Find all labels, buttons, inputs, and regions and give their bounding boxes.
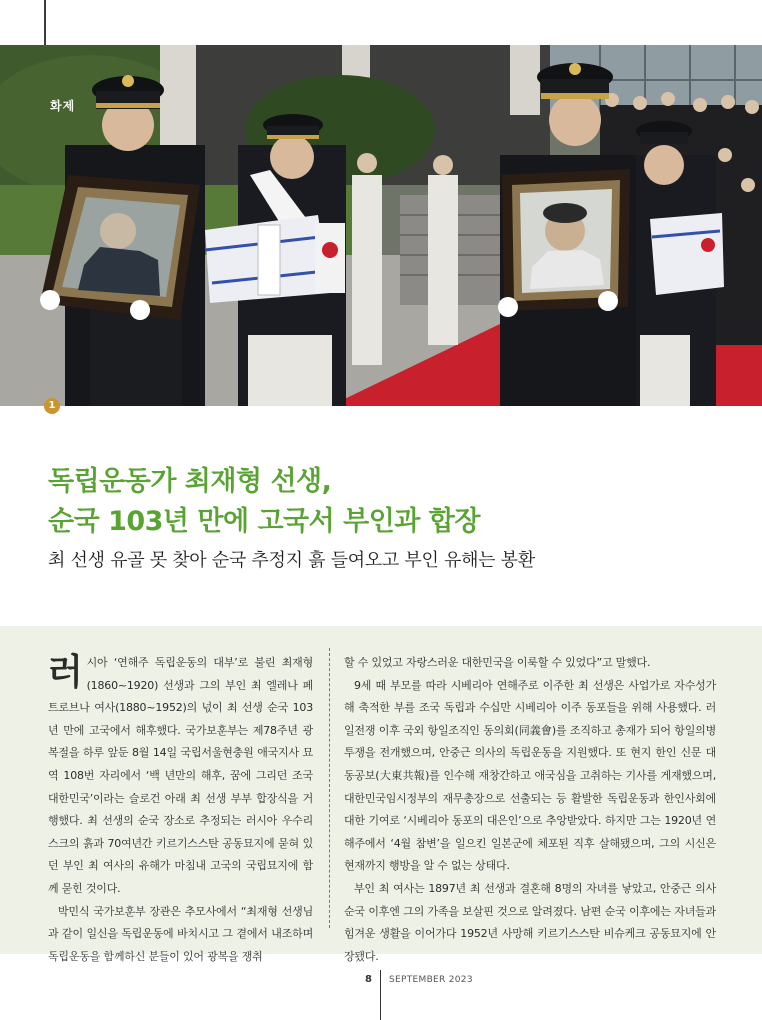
- article-column-right: [344, 652, 716, 968]
- ceremony-photo: [0, 45, 762, 406]
- page-footer: [0, 974, 762, 994]
- drop-cap: 러: [48, 651, 83, 693]
- article-paragraph: [48, 652, 313, 901]
- headline-line-1: 독립운동가 최재형 선생,: [48, 466, 332, 497]
- page-number: 8: [365, 974, 372, 985]
- subheadline: 최 선생 유골 못 찾아 순국 추정지 흙 들여오고 부인 유해는 봉환: [48, 550, 535, 571]
- article-paragraph: 부인 최 여사는 1897년 최 선생과 결혼해 8명의 자녀를 낳았고, 안중근 의사 순국 이후엔 그의 가족을 보살핀 것으로 알려졌다. 남편 순국 이후에는 자녀들과 힘겨운 생활을 이어가다 1952년 사망해 키르기스스탄 비슈케크 공동묘지에 안장됐다.: [344, 881, 716, 963]
- article-paragraph: 9세 때 부모를 따라 시베리아 연해주로 이주한 최 선생은 사업가로 자수성가해 축적한 부를 조국 독립과 수십만 시베리아 이주 동포들을 위해 사용했다. 러일전쟁 이후 국외 항일조직인 동의회(同義會)를 조직하고 총재가 되어 항일의병투쟁을 전개했으며, 안중근 의사의 독립운동을 지원했다. 또 현지 한인 신문 대동공보(大東共報)를 인수해 재창간하고 애국심을 고취하는 기사를 게재했으며, 대한민국임시정부의 재무총장으로 선출되는 등 활발한 독립운동과 한인사회에 대한 기여로 ‘시베리아 동포의 대은인’으로 추앙받았다. 하지만 그는 1920년 연해주에서 ‘4월 참변’을 일으킨 일본군에 체포된 직후 살해됐으며, 그의 시신은 현재까지 행방을 알 수 없는 상태다.: [344, 678, 716, 873]
- headline-line-2: 순국 103년 만에 고국서 부인과 합장: [48, 506, 480, 537]
- top-rule: [44, 0, 46, 46]
- headline: [48, 462, 728, 542]
- issue-date: SEPTEMBER 2023: [389, 975, 473, 985]
- column-divider: [329, 648, 330, 928]
- section-label: 화제: [50, 99, 76, 113]
- article-paragraph: 할 수 있었고 자랑스러운 대한민국을 이룩할 수 있었다”고 말했다.: [344, 656, 651, 669]
- article-paragraph-text: 시아 ‘연해주 독립운동의 대부’로 불린 최재형(1860~1920) 선생과 그의 부인 최 엘레나 페트로브나 여사(1880~1952)의 넋이 최 선생 순국 103년 만에 고국에서 해후했다. 국가보훈부는 제78주년 광복절을 하루 앞둔 8월 14일 국립서울현충원 애국지사 묘역 108번 자리에서 ‘백 년만의 해후, 꿈에 그리던 조국 대한민국’이라는 슬로건 아래 최 선생 부부 합장식을 거행했다. 최 선생의 순국 장소로 추정되는 러시아 우수리스크의 흙과 70여년간 키르기스스탄 공동묘지에 묻혀 있던 부인 최 여사의 유해가 마침내 고국의 국립묘지에 함께 묻힌 것이다.: [48, 656, 313, 895]
- honor-guard-box-right: [636, 121, 724, 406]
- article-paragraph: 박민식 국가보훈부 장관은 추모사에서 “최재형 선생님과 같이 일신을 독립운동에 바치시고 그 곁에서 내조하며 독립운동을 함께하신 분들이 있어 광복을 쟁취: [48, 904, 313, 963]
- ceremony-illustration: [0, 45, 762, 406]
- article-column-left: [48, 652, 313, 968]
- photo-number-badge: 1: [44, 398, 60, 414]
